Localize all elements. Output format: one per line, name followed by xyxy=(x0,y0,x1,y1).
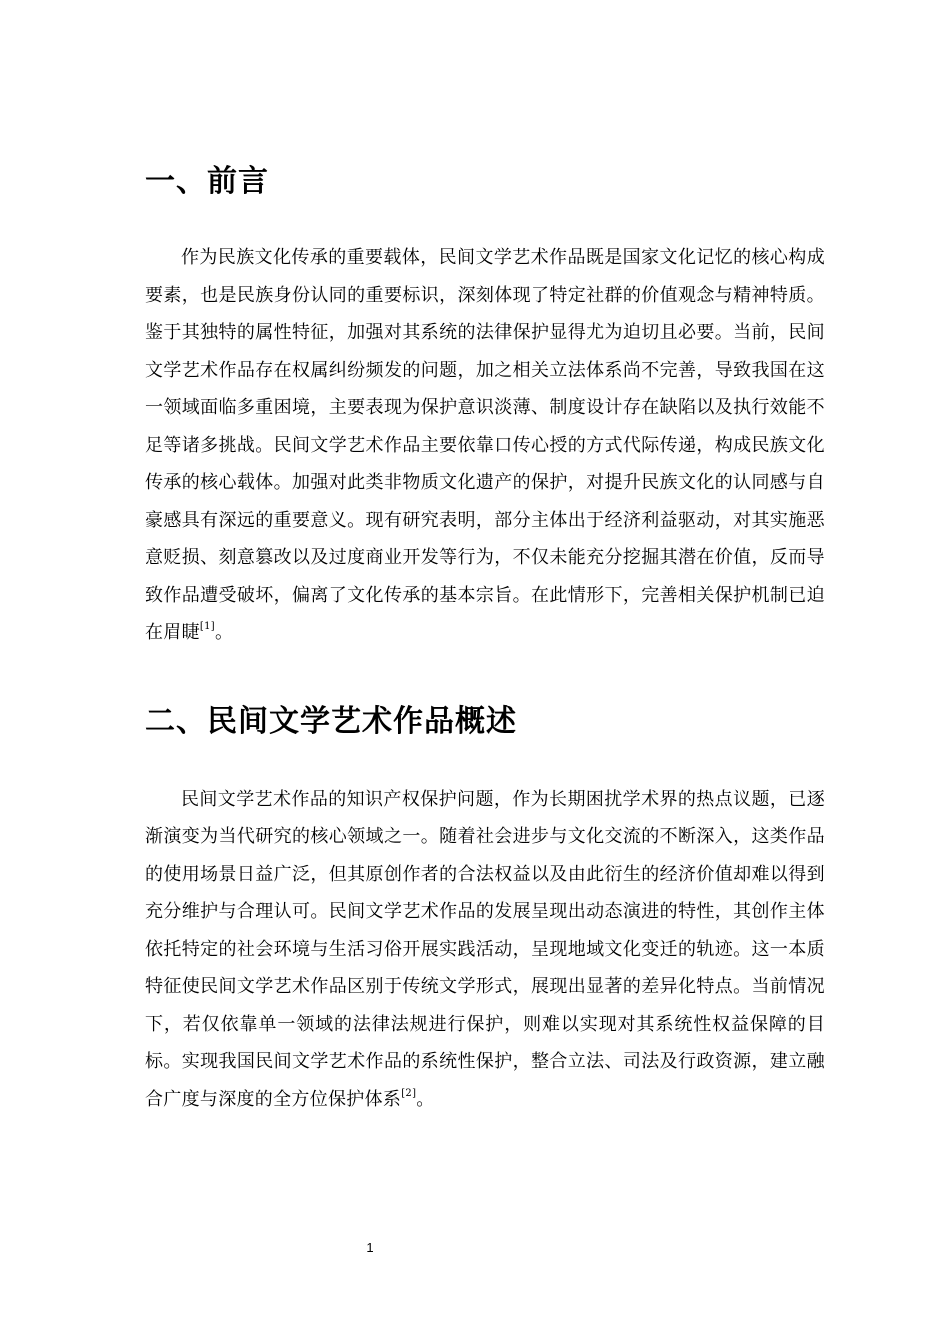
paragraph-preface-text: 作为民族文化传承的重要载体，民间文学艺术作品既是国家文化记忆的核心构成要素，也是民族身份认同的重要标识，深刻体现了特定社群的价值观念与精神特质。鉴于其独特的属性特征，加强对其系统的法律保护显得尤为迫切且必要。当前，民间文学艺术作品存在权属纠纷频发的问题，加之相关立法体系尚不完善，导致我国在这一领域面临多重困境，主要表现为保护意识淡薄、制度设计存在缺陷以及执行效能不足等诸多挑战。民间文学艺术作品主要依靠口传心授的方式代际传递，构成民族文化传承的核心载体。加强对此类非物质文化遗产的保护，对提升民族文化的认同感与自豪感具有深远的重要意义。现有研究表明，部分主体出于经济利益驱动，对其实施恶意贬损、刻意篡改以及过度商业开发等行为，不仅未能充分挖掘其潜在价值，反而导致作品遭受破坏，偏离了文化传承的基本宗旨。在此情形下，完善相关保护机制已迫在眉睫 xyxy=(145,247,825,643)
section-heading-preface: 一、前言 xyxy=(145,164,269,199)
paragraph-overview-text: 民间文学艺术作品的知识产权保护问题，作为长期困扰学术界的热点议题，已逐渐演变为当代研究的核心领域之一。随着社会进步与文化交流的不断深入，这类作品的使用场景日益广泛，但其原创作者的合法权益以及由此衍生的经济价值却难以得到充分维护与合理认可。民间文学艺术作品的发展呈现出动态演进的特性，其创作主体依托特定的社会环境与生活习俗开展实践活动，呈现地域文化变迁的轨迹。这一本质特征使民间文学艺术作品区别于传统文学形式，展现出显著的差异化特点。当前情况下，若仅依靠单一领域的法律法规进行保护，则难以实现对其系统性权益保障的目标。实现我国民间文学艺术作品的系统性保护，整合立法、司法及行政资源，建立融合广度与深度的全方位保护体系 xyxy=(145,788,825,1110)
paragraph-preface-ending: 。 xyxy=(214,622,234,643)
citation-2[interactable]: [2] xyxy=(401,1087,417,1099)
page-content xyxy=(145,160,825,1118)
paragraph-overview xyxy=(145,781,825,1119)
page-number: 1 xyxy=(366,1240,374,1255)
section-heading-overview: 二、民间文学艺术作品概述 xyxy=(145,703,517,739)
paragraph-overview-ending: 。 xyxy=(416,1088,435,1110)
citation-1[interactable]: [1] xyxy=(199,621,215,632)
paragraph-preface xyxy=(145,239,825,652)
